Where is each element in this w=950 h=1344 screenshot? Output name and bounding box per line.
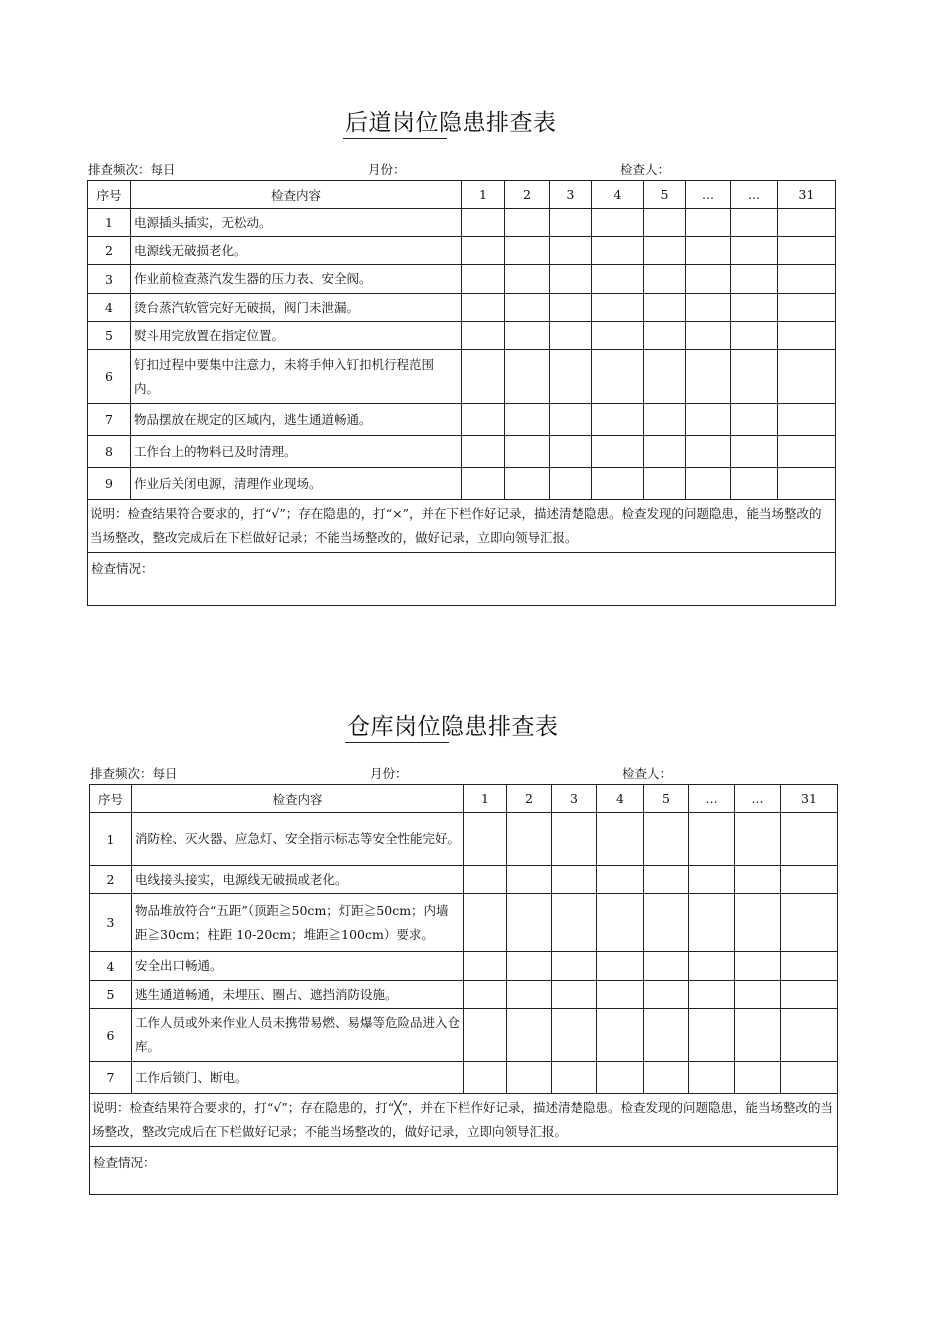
- check-cell[interactable]: [686, 350, 731, 404]
- check-cell[interactable]: [507, 813, 552, 866]
- check-cell[interactable]: [550, 468, 592, 500]
- table-row: [90, 1062, 838, 1094]
- check-cell[interactable]: [597, 866, 644, 894]
- check-cell[interactable]: [464, 1009, 507, 1062]
- check-cell[interactable]: [550, 294, 592, 322]
- table-row: [88, 322, 836, 350]
- check-cell[interactable]: [644, 866, 689, 894]
- check-cell[interactable]: [505, 436, 550, 468]
- check-cell[interactable]: [644, 1009, 689, 1062]
- check-cell[interactable]: [644, 468, 686, 500]
- row-number: 7: [88, 404, 131, 436]
- check-cell[interactable]: [735, 952, 781, 981]
- header-day: 31: [778, 181, 836, 209]
- check-cell[interactable]: [592, 404, 644, 436]
- check-cell[interactable]: [505, 209, 550, 237]
- table-row: [88, 436, 836, 468]
- check-cell[interactable]: [552, 894, 597, 952]
- check-cell[interactable]: [464, 866, 507, 894]
- row-content: 钉扣过程中要集中注意力，未将手伸入钉扣机行程范围内。: [131, 350, 462, 404]
- note-row: [90, 1094, 838, 1147]
- check-cell[interactable]: [686, 322, 731, 350]
- check-cell[interactable]: [464, 981, 507, 1009]
- check-cell[interactable]: [507, 1009, 552, 1062]
- check-cell[interactable]: [781, 866, 838, 894]
- check-cell[interactable]: [644, 894, 689, 952]
- check-cell[interactable]: [731, 436, 778, 468]
- sheet1-month: 月份：: [368, 162, 406, 177]
- check-cell[interactable]: [731, 322, 778, 350]
- table-row: [90, 813, 838, 866]
- row-number: 5: [90, 981, 132, 1009]
- check-cell[interactable]: [644, 404, 686, 436]
- sheet1-title: 后道岗位隐患排查表: [345, 110, 557, 136]
- table-row: [88, 404, 836, 436]
- check-cell[interactable]: [505, 468, 550, 500]
- check-cell[interactable]: [686, 436, 731, 468]
- check-cell[interactable]: [592, 237, 644, 265]
- check-cell[interactable]: [644, 1062, 689, 1094]
- check-cell[interactable]: [778, 436, 836, 468]
- table-row: [90, 894, 838, 952]
- row-number: 4: [90, 952, 132, 981]
- check-cell[interactable]: [731, 294, 778, 322]
- check-cell[interactable]: [505, 237, 550, 265]
- header-no: 序号: [90, 785, 132, 813]
- check-cell[interactable]: [778, 209, 836, 237]
- check-cell[interactable]: [735, 866, 781, 894]
- check-cell[interactable]: [686, 404, 731, 436]
- check-cell[interactable]: [550, 322, 592, 350]
- check-cell[interactable]: [592, 209, 644, 237]
- check-result-row: [88, 553, 836, 606]
- table-header-row: [88, 181, 836, 209]
- check-cell[interactable]: [735, 813, 781, 866]
- check-cell[interactable]: [731, 209, 778, 237]
- check-cell[interactable]: [552, 813, 597, 866]
- row-number: 3: [88, 265, 131, 294]
- check-cell[interactable]: [686, 468, 731, 500]
- table-row: [88, 265, 836, 294]
- check-cell[interactable]: [689, 1062, 735, 1094]
- row-content: 工作后锁门、断电。: [132, 1062, 464, 1094]
- table-row: [88, 294, 836, 322]
- check-cell[interactable]: [507, 981, 552, 1009]
- row-content: 安全出口畅通。: [132, 952, 464, 981]
- row-number: 1: [90, 813, 132, 866]
- row-content: 熨斗用完放置在指定位置。: [131, 322, 462, 350]
- check-cell[interactable]: [462, 436, 505, 468]
- check-cell[interactable]: [462, 404, 505, 436]
- row-number: 6: [88, 350, 131, 404]
- check-cell[interactable]: [781, 981, 838, 1009]
- check-cell[interactable]: [778, 322, 836, 350]
- check-cell[interactable]: [644, 436, 686, 468]
- check-cell[interactable]: [689, 952, 735, 981]
- check-cell[interactable]: [505, 294, 550, 322]
- check-cell[interactable]: [597, 981, 644, 1009]
- table-row: [88, 350, 836, 404]
- check-cell[interactable]: [644, 952, 689, 981]
- check-cell[interactable]: [778, 265, 836, 294]
- check-cell[interactable]: [505, 404, 550, 436]
- check-cell[interactable]: [731, 404, 778, 436]
- check-cell[interactable]: [686, 237, 731, 265]
- check-cell[interactable]: [644, 294, 686, 322]
- row-number: 4: [88, 294, 131, 322]
- note-text: 说明：检查结果符合要求的，打“√”；存在隐患的，打“×”，并在下栏作好记录，描述清楚隐患。检查发现的问题隐患，能当场整改的当场整改，整改完成后在下栏做好记录；不能当场整改的，做好记录，立即向领导汇报。: [88, 500, 836, 553]
- row-content: 烫台蒸汽软管完好无破损，阀门未泄漏。: [131, 294, 462, 322]
- row-content: 物品摆放在规定的区域内，逃生通道畅通。: [131, 404, 462, 436]
- check-cell[interactable]: [686, 265, 731, 294]
- check-cell[interactable]: [735, 894, 781, 952]
- header-day: 4: [592, 181, 644, 209]
- sheet2-title-underline: [345, 742, 449, 743]
- check-cell[interactable]: [550, 350, 592, 404]
- row-number: 7: [90, 1062, 132, 1094]
- check-cell[interactable]: [597, 894, 644, 952]
- check-cell[interactable]: [778, 237, 836, 265]
- table-row: [88, 468, 836, 500]
- check-cell[interactable]: [778, 404, 836, 436]
- header-day: 2: [505, 181, 550, 209]
- check-result-field[interactable]: 检查情况：: [88, 553, 836, 606]
- check-cell[interactable]: [550, 237, 592, 265]
- row-number: 3: [90, 894, 132, 952]
- header-day: ...: [686, 181, 731, 209]
- check-cell[interactable]: [644, 265, 686, 294]
- check-cell[interactable]: [644, 322, 686, 350]
- check-cell[interactable]: [464, 1062, 507, 1094]
- check-cell[interactable]: [778, 468, 836, 500]
- check-cell[interactable]: [592, 322, 644, 350]
- row-content: 作业后关闭电源，清理作业现场。: [131, 468, 462, 500]
- check-cell[interactable]: [597, 1062, 644, 1094]
- sheet2-title: 仓库岗位隐患排查表: [347, 714, 559, 740]
- row-number: 9: [88, 468, 131, 500]
- check-cell[interactable]: [689, 866, 735, 894]
- header-day: ...: [735, 785, 781, 813]
- check-cell[interactable]: [464, 813, 507, 866]
- check-cell[interactable]: [462, 294, 505, 322]
- row-content: 电源插头插实，无松动。: [131, 209, 462, 237]
- check-cell[interactable]: [597, 1009, 644, 1062]
- check-cell[interactable]: [686, 209, 731, 237]
- check-cell[interactable]: [550, 436, 592, 468]
- sheet1-title-underline: [343, 138, 447, 139]
- check-cell[interactable]: [550, 209, 592, 237]
- row-number: 1: [88, 209, 131, 237]
- check-cell[interactable]: [462, 209, 505, 237]
- check-cell[interactable]: [464, 894, 507, 952]
- check-result-row: [90, 1147, 838, 1195]
- check-cell[interactable]: [781, 1062, 838, 1094]
- header-day: 1: [464, 785, 507, 813]
- sheet2-inspector: 检查人：: [622, 766, 673, 781]
- check-cell[interactable]: [735, 1009, 781, 1062]
- table-row: [90, 952, 838, 981]
- check-cell[interactable]: [552, 1009, 597, 1062]
- row-number: 6: [90, 1009, 132, 1062]
- header-day: 1: [462, 181, 505, 209]
- row-content: 作业前检查蒸汽发生器的压力表、安全阀。: [131, 265, 462, 294]
- check-cell[interactable]: [597, 813, 644, 866]
- header-day: 3: [552, 785, 597, 813]
- check-cell[interactable]: [552, 1062, 597, 1094]
- check-cell[interactable]: [507, 866, 552, 894]
- sheet2-table: [89, 784, 838, 1195]
- row-number: 5: [88, 322, 131, 350]
- check-cell[interactable]: [731, 350, 778, 404]
- header-day: 31: [781, 785, 838, 813]
- check-cell[interactable]: [735, 1062, 781, 1094]
- sheet1-inspector: 检查人：: [620, 162, 671, 177]
- check-cell[interactable]: [507, 952, 552, 981]
- row-content: 电线接头接实，电源线无破损或老化。: [132, 866, 464, 894]
- check-cell[interactable]: [592, 436, 644, 468]
- note-text: 说明：检查结果符合要求的，打“√”；存在隐患的，打“╳”，并在下栏作好记录，描述清楚隐患。检查发现的问题隐患，能当场整改的当场整改，整改完成后在下栏做好记录；不能当场整改的，做好记录，立即向领导汇报。: [90, 1094, 838, 1147]
- check-cell[interactable]: [644, 209, 686, 237]
- check-cell[interactable]: [592, 294, 644, 322]
- header-day: ...: [731, 181, 778, 209]
- check-cell[interactable]: [686, 294, 731, 322]
- check-cell[interactable]: [462, 468, 505, 500]
- header-content: 检查内容: [131, 181, 462, 209]
- check-cell[interactable]: [464, 952, 507, 981]
- check-cell[interactable]: [778, 350, 836, 404]
- check-cell[interactable]: [462, 237, 505, 265]
- check-cell[interactable]: [689, 813, 735, 866]
- sheet2-frequency: 排查频次：每日: [90, 766, 178, 781]
- row-content: 工作人员或外来作业人员未携带易燃、易爆等危险品进入仓库。: [132, 1009, 464, 1062]
- check-cell[interactable]: [505, 265, 550, 294]
- check-cell[interactable]: [597, 952, 644, 981]
- check-cell[interactable]: [735, 981, 781, 1009]
- row-number: 8: [88, 436, 131, 468]
- check-cell[interactable]: [552, 866, 597, 894]
- row-content: 物品堆放符合“五距”（顶距≧50cm；灯距≧50cm；内墙距≧30cm；柱距 10-20cm；堆距≧100cm）要求。: [132, 894, 464, 952]
- check-cell[interactable]: [644, 981, 689, 1009]
- row-content: 逃生通道畅通，未埋压、圈占、遮挡消防设施。: [132, 981, 464, 1009]
- check-cell[interactable]: [689, 1009, 735, 1062]
- check-cell[interactable]: [505, 350, 550, 404]
- sheet2-month: 月份：: [370, 766, 408, 781]
- sheet1-table: [87, 180, 836, 606]
- check-cell[interactable]: [731, 468, 778, 500]
- table-row: [88, 209, 836, 237]
- check-cell[interactable]: [781, 813, 838, 866]
- header-day: 3: [550, 181, 592, 209]
- check-cell[interactable]: [592, 265, 644, 294]
- table-row: [88, 237, 836, 265]
- check-cell[interactable]: [778, 294, 836, 322]
- check-cell[interactable]: [592, 350, 644, 404]
- row-content: 电源线无破损老化。: [131, 237, 462, 265]
- table-header-row: [90, 785, 838, 813]
- header-no: 序号: [88, 181, 131, 209]
- header-day: 5: [644, 181, 686, 209]
- check-cell[interactable]: [781, 1009, 838, 1062]
- header-day: ...: [689, 785, 735, 813]
- header-content: 检查内容: [132, 785, 464, 813]
- check-cell[interactable]: [781, 894, 838, 952]
- check-cell[interactable]: [644, 350, 686, 404]
- check-cell[interactable]: [550, 404, 592, 436]
- row-number: 2: [90, 866, 132, 894]
- check-cell[interactable]: [644, 237, 686, 265]
- row-number: 2: [88, 237, 131, 265]
- check-cell[interactable]: [689, 894, 735, 952]
- header-day: 4: [597, 785, 644, 813]
- check-result-field[interactable]: 检查情况：: [90, 1147, 838, 1195]
- header-day: 2: [507, 785, 552, 813]
- check-cell[interactable]: [462, 350, 505, 404]
- table-row: [90, 981, 838, 1009]
- table-row: [90, 866, 838, 894]
- check-cell[interactable]: [689, 981, 735, 1009]
- check-cell[interactable]: [644, 813, 689, 866]
- check-cell[interactable]: [731, 237, 778, 265]
- check-cell[interactable]: [462, 322, 505, 350]
- check-cell[interactable]: [552, 952, 597, 981]
- check-cell[interactable]: [592, 468, 644, 500]
- note-row: [88, 500, 836, 553]
- check-cell[interactable]: [462, 265, 505, 294]
- check-cell[interactable]: [550, 265, 592, 294]
- check-cell[interactable]: [731, 265, 778, 294]
- check-cell[interactable]: [505, 322, 550, 350]
- check-cell[interactable]: [507, 894, 552, 952]
- check-cell[interactable]: [552, 981, 597, 1009]
- sheet1-frequency: 排查频次：每日: [88, 162, 176, 177]
- check-cell[interactable]: [781, 952, 838, 981]
- row-content: 工作台上的物料已及时清理。: [131, 436, 462, 468]
- table-row: [90, 1009, 838, 1062]
- row-content: 消防栓、灭火器、应急灯、安全指示标志等安全性能完好。: [132, 813, 464, 866]
- check-cell[interactable]: [507, 1062, 552, 1094]
- header-day: 5: [644, 785, 689, 813]
